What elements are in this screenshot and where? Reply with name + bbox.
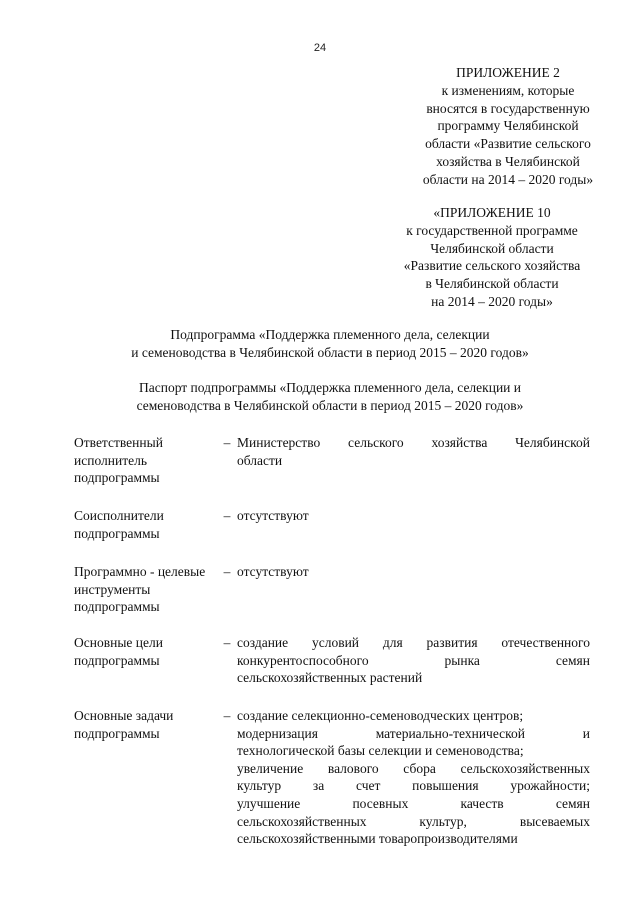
passport-dash: – bbox=[223, 508, 231, 523]
passport-value bbox=[237, 434, 590, 469]
passport-dash: – bbox=[223, 635, 231, 650]
passport-value-line: культур за счет повышения урожайности; bbox=[237, 778, 590, 794]
passport-label-line: Соисполнители bbox=[74, 508, 164, 523]
passport-label-line: подпрограммы bbox=[74, 525, 160, 541]
passport-dash: – bbox=[223, 564, 231, 579]
subprogram-title bbox=[80, 326, 580, 361]
passport-value-line: отсутствуют bbox=[237, 508, 309, 523]
passport-label-line: Программно - целевые bbox=[74, 564, 206, 579]
passport-value bbox=[237, 634, 590, 687]
passport-value-line: конкурентоспособного рынка семян bbox=[237, 652, 590, 668]
passport-value bbox=[237, 707, 590, 848]
passport-label-line: Ответственный bbox=[74, 435, 163, 450]
passport-label-line: подпрограммы bbox=[74, 470, 160, 486]
passport-label bbox=[74, 707, 224, 742]
appendix-10-line: к государственной программе bbox=[406, 222, 578, 238]
passport-value bbox=[237, 563, 590, 581]
passport-label-line: подпрограммы bbox=[74, 652, 160, 668]
passport-value-line: улучшение посевных качеств семян bbox=[237, 795, 590, 811]
passport-value-line: увеличение валового сбора сельскохозяйственных bbox=[237, 760, 590, 776]
passport-value-line: сельскохозяйственных культур, высеваемых bbox=[237, 813, 590, 829]
appendix-10-header bbox=[377, 204, 607, 311]
passport-title-line: Паспорт подпрограммы «Поддержка племенного дела, селекции и bbox=[139, 380, 521, 395]
appendix-2-line: к изменениям, которые bbox=[441, 82, 575, 98]
appendix-2-line: вносятся в государственную bbox=[426, 100, 590, 116]
passport-value-line: модернизация материально-технической и bbox=[237, 725, 590, 741]
passport-label-line: подпрограммы bbox=[74, 599, 160, 615]
passport-label bbox=[74, 563, 224, 616]
passport-label-line: Основные цели bbox=[74, 635, 163, 650]
passport-label bbox=[74, 434, 224, 487]
appendix-10-line: «ПРИЛОЖЕНИЕ 10 bbox=[433, 205, 551, 220]
passport-value-line: создание селекционно-семеноводческих центров; bbox=[237, 708, 524, 723]
appendix-2-line: области на 2014 – 2020 годы» bbox=[422, 171, 594, 187]
page-number: 24 bbox=[313, 42, 327, 54]
passport-label bbox=[74, 507, 224, 542]
subprogram-title-line: и семеноводства в Челябинской области в период 2015 – 2020 годов» bbox=[131, 344, 529, 360]
appendix-10-line: в Челябинской области bbox=[425, 276, 559, 292]
passport-value-line: области bbox=[237, 452, 283, 468]
passport-label-line: Основные задачи bbox=[74, 708, 174, 723]
passport-value bbox=[237, 507, 590, 525]
passport-dash: – bbox=[223, 435, 231, 450]
appendix-10-line: на 2014 – 2020 годы» bbox=[431, 293, 553, 309]
passport-title-line: семеноводства в Челябинской области в период 2015 – 2020 годов» bbox=[136, 397, 524, 413]
passport-dash: – bbox=[223, 708, 231, 723]
passport-value-line: Министерство сельского хозяйства Челябинской bbox=[237, 435, 590, 450]
appendix-2-line: области «Развитие сельского bbox=[425, 136, 591, 152]
subprogram-title-line: Подпрограмма «Поддержка племенного дела, селекции bbox=[170, 327, 490, 342]
passport-value-line: сельскохозяйственными товаропроизводителями bbox=[237, 831, 518, 847]
appendix-2-header bbox=[393, 64, 623, 189]
passport-value-line: отсутствуют bbox=[237, 564, 309, 579]
passport-value-line: технологической базы селекции и семеноводства; bbox=[237, 743, 524, 759]
appendix-10-line: Челябинской области bbox=[430, 240, 554, 256]
appendix-2-line: ПРИЛОЖЕНИЕ 2 bbox=[456, 65, 560, 80]
appendix-2-line: программу Челябинской bbox=[437, 118, 579, 134]
passport-value-line: сельскохозяйственных растений bbox=[237, 670, 423, 686]
passport-label bbox=[74, 634, 224, 669]
passport-value-line: создание условий для развития отечественного bbox=[237, 635, 590, 650]
passport-label-line: исполнитель bbox=[74, 452, 147, 468]
appendix-10-line: «Развитие сельского хозяйства bbox=[403, 258, 581, 274]
passport-title bbox=[80, 379, 580, 414]
passport-label-line: подпрограммы bbox=[74, 725, 160, 741]
passport-label-line: инструменты bbox=[74, 581, 151, 597]
appendix-2-line: хозяйства в Челябинской bbox=[436, 153, 580, 169]
